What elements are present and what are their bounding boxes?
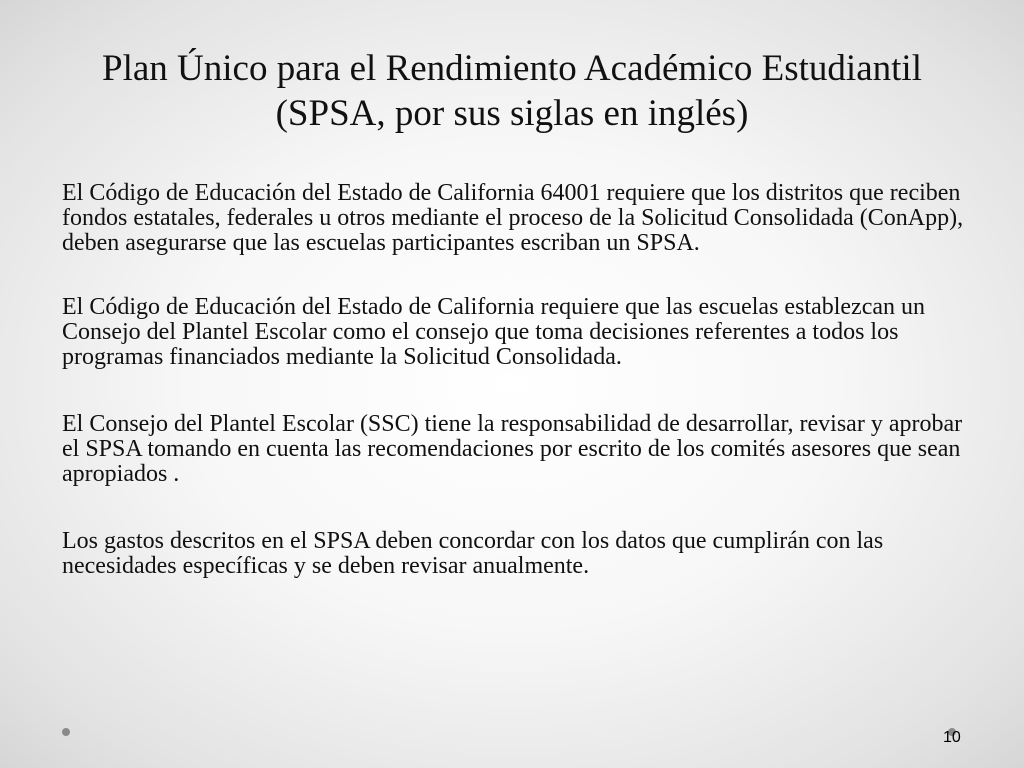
paragraph-2: El Código de Educación del Estado de California requiere que las escuelas establezcan un Consejo del Plantel Escolar como el consejo que toma decisiones referentes a todos los programas financiados mediante la Solicitud Consolidada. (62, 294, 926, 370)
paragraph-1: El Código de Educación del Estado de California 64001 requiere que los distritos que reciben fondos estatales, federales u otros mediante el proceso de la Solicitud Consolidada (ConApp), deben asegurarse que las escuelas participantes escriban un SPSA. (62, 180, 964, 256)
paragraph-4: Los gastos descritos en el SPSA deben concordar con los datos que cumplirán con las necesidades específicas y se deben revisar anualmente. (62, 528, 884, 579)
paragraph-3: El Consejo del Plantel Escolar (SSC) tiene la responsabilidad de desarrollar, revisar y aprobar el SPSA tomando en cuenta las recomendaciones por escrito de los comités asesores que sean apropiados . (62, 411, 963, 487)
decorative-dot-left (62, 728, 70, 736)
slide-body (62, 181, 982, 621)
slide-title-line-1: Plan Único para el Rendimiento Académico Estudiantil (102, 48, 922, 89)
slide-title (40, 46, 984, 136)
slide-title-line-2: (SPSA, por sus siglas en inglés) (275, 93, 749, 134)
page-number: 10 (943, 729, 961, 746)
